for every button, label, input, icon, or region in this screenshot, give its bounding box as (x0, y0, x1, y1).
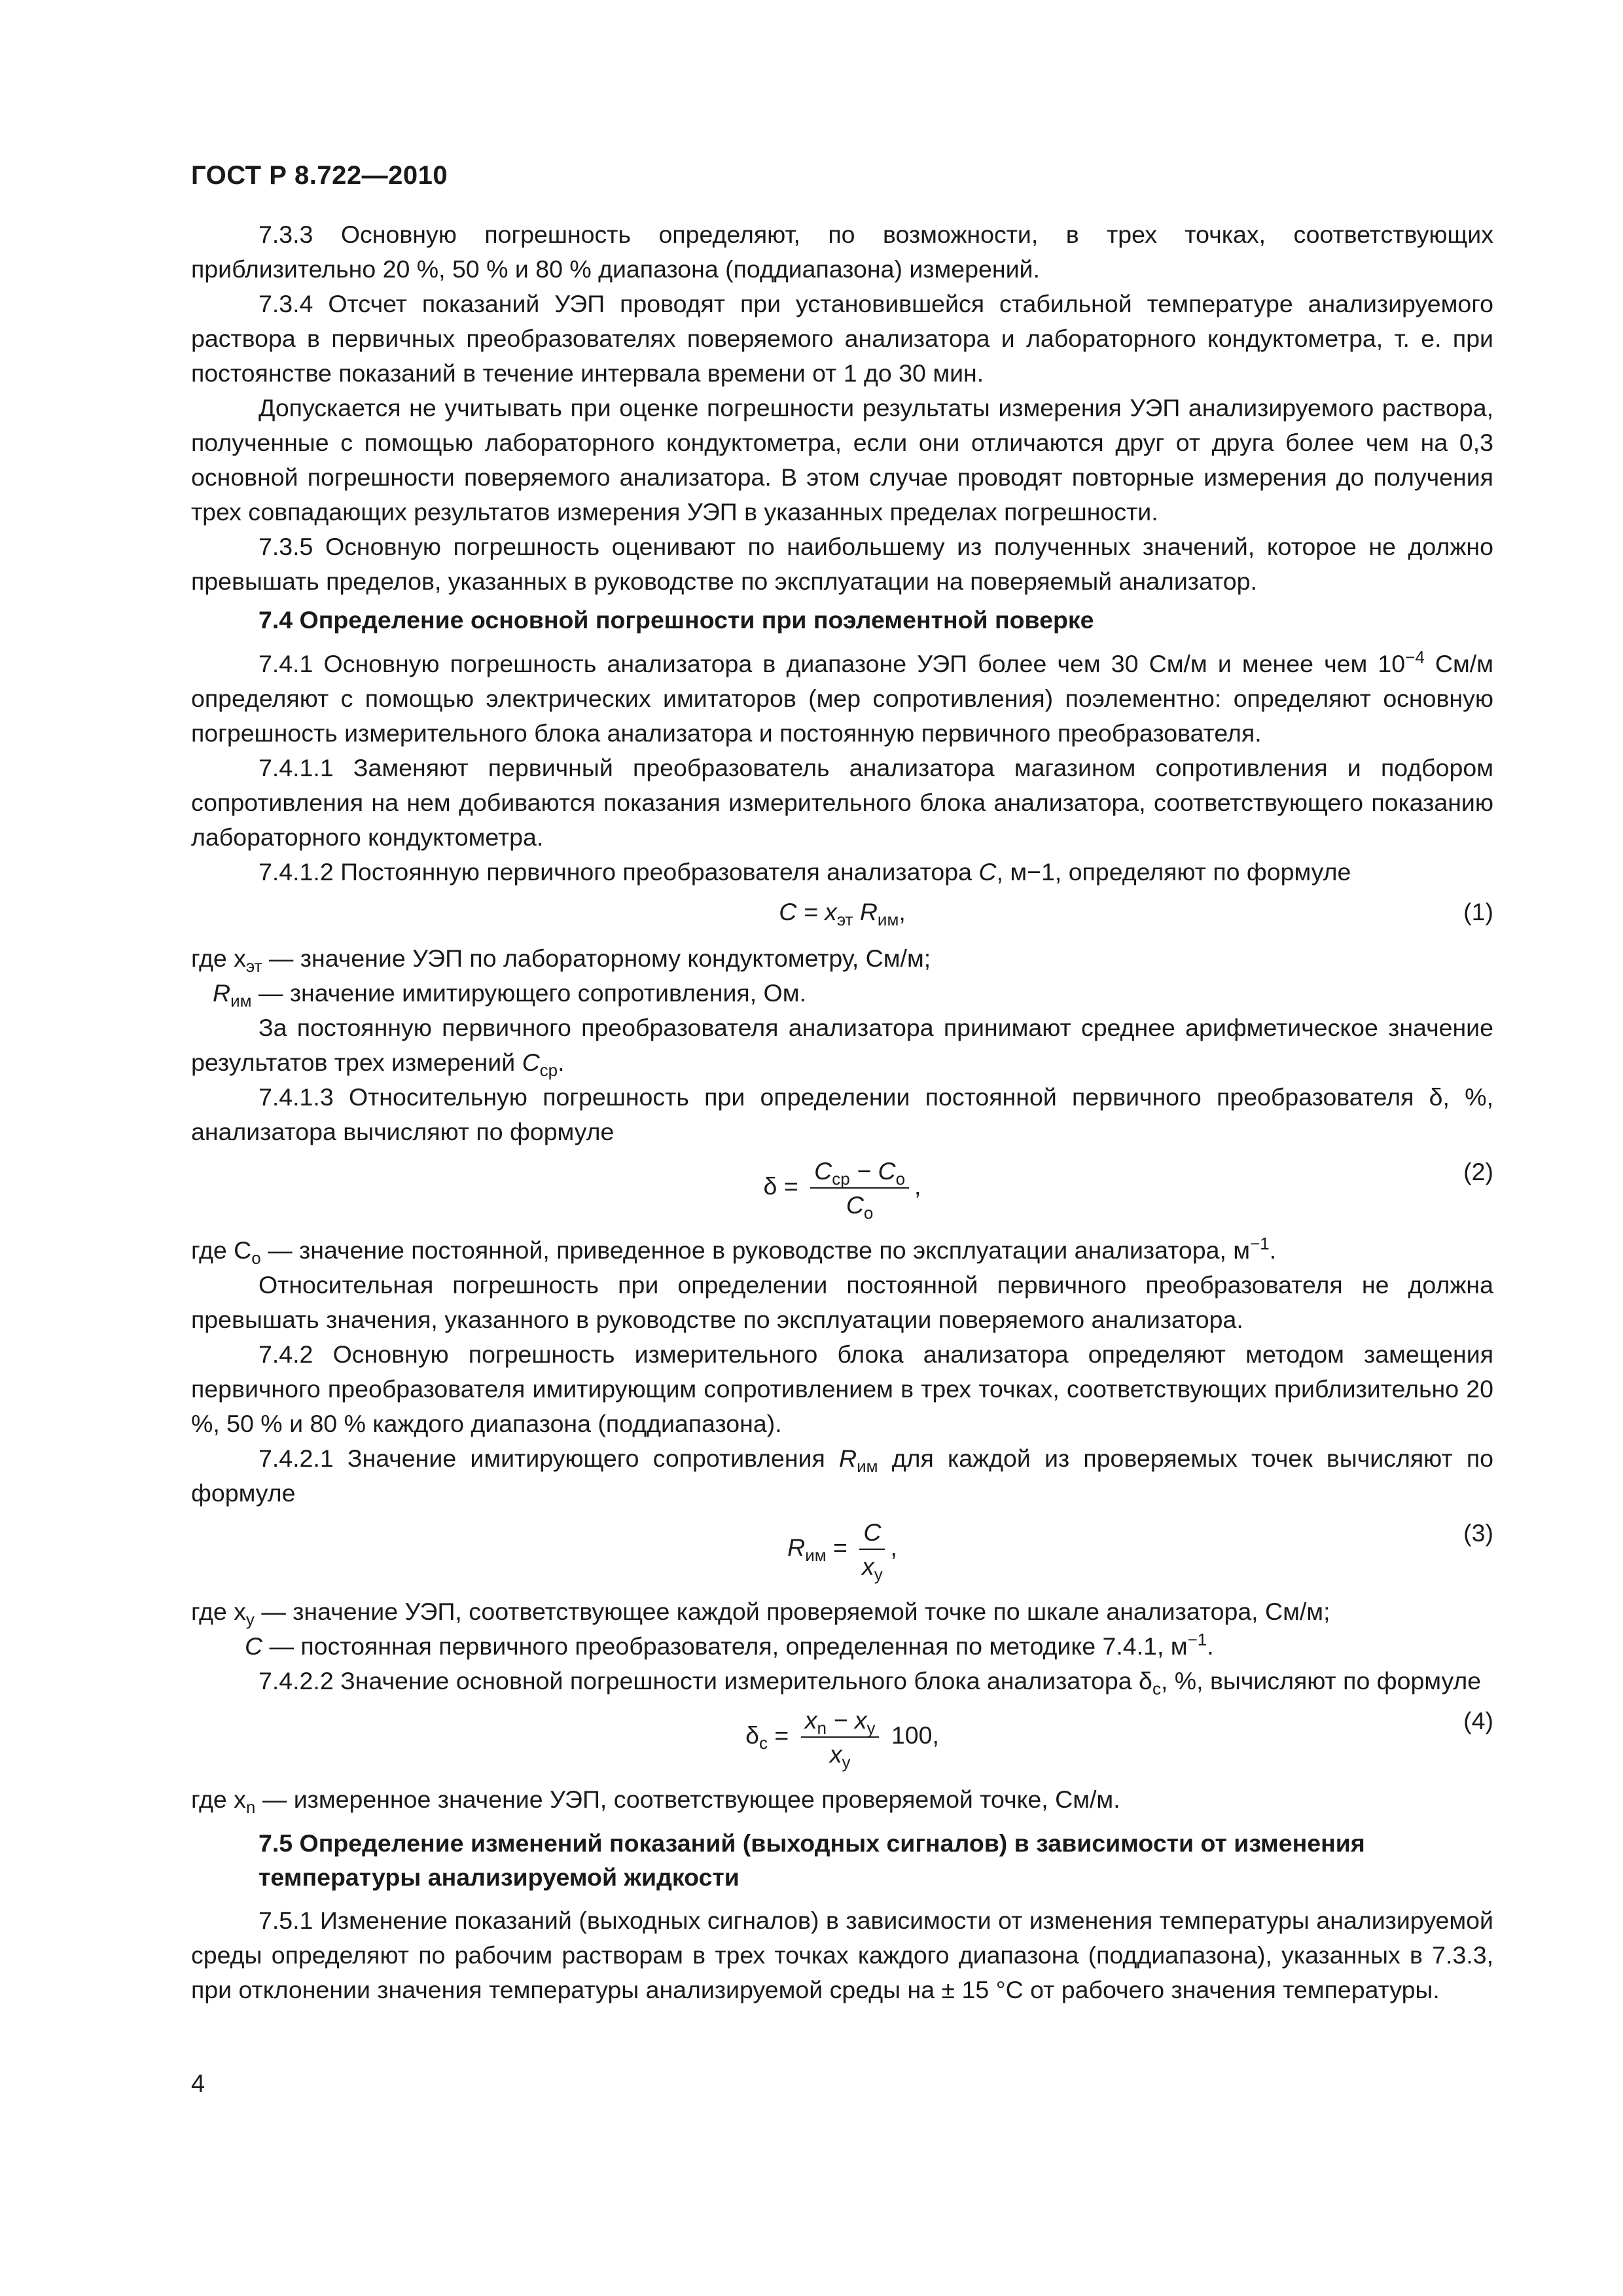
subscript: о (895, 1169, 906, 1189)
subscript: y (874, 1564, 883, 1584)
subscript: c (1152, 1679, 1161, 1698)
formula-4 (191, 1704, 1493, 1770)
section-heading-7-4: 7.4 Определение основной погрешности при поэлементной поверке (259, 606, 1094, 634)
formula-number: (1) (1463, 898, 1493, 925)
formula-part: R (787, 1533, 806, 1561)
document-body (191, 217, 1493, 2007)
subscript: эт (245, 956, 262, 976)
superscript: −1 (1250, 1234, 1270, 1253)
formula-part: − C (849, 1157, 896, 1185)
formula-3-expression (191, 1516, 1493, 1583)
subscript: y (866, 1718, 876, 1738)
symbol: C (522, 1049, 540, 1076)
paragraph-7-5-1: 7.5.1 Изменение показаний (выходных сигналов) в зависимости от изменения температуры анализируемой среды определяют по рабочим растворам в трех точках каждого диапазона (поддиапазона), указанных в 7.3.3, при отклонении значения температуры анализируемой среды на ± 15 °С от рабочего значения температуры. (191, 1907, 1493, 2003)
formula-part: x (804, 1706, 817, 1734)
symbol: C (245, 1632, 263, 1660)
text: где x (191, 1785, 246, 1813)
text: . (1207, 1632, 1214, 1660)
subscript: им (877, 910, 899, 929)
subscript: y (842, 1752, 851, 1772)
text: См/м определяют с помощью электрических имитаторов (мер сопротивления) поэлементно: определяют основную погрешность измерительного блока анализатора и постоянную первичного преобразователя. (191, 650, 1493, 747)
formula-part: x (829, 1740, 842, 1768)
where-line-x-y (191, 1594, 1493, 1629)
denominator (859, 1550, 885, 1583)
numerator (859, 1516, 885, 1550)
where-line-r-im (191, 976, 1493, 1011)
formula-part: , (899, 898, 906, 925)
text: — постоянная первичного преобразователя, определенная по методике 7.4.1, м (262, 1632, 1188, 1660)
symbol: R (839, 1444, 857, 1472)
formula-2 (191, 1155, 1493, 1221)
formula-part: R (853, 898, 878, 925)
where-line-c-o (191, 1233, 1493, 1268)
paragraph-7-3-4: 7.3.4 Отсчет показаний УЭП проводят при установившейся стабильной температуре анализируемого раствора в первичных преобразователях поверяемого анализатора и лабораторного кондуктометра, т. е. при постоянстве показаний в течение интервала времени от 1 до 30 мин. (191, 290, 1493, 387)
subscript: n (817, 1718, 827, 1738)
text: 7.4.1.2 Постоянную первичного преобразователя анализатора (259, 858, 979, 886)
subscript: о (251, 1248, 261, 1268)
paragraph-average (191, 1011, 1493, 1080)
subscript: о (863, 1203, 874, 1223)
paragraph-7-4-1-2 (191, 855, 1493, 889)
text: где x (191, 944, 246, 972)
paragraph-7-4-1-1: 7.4.1.1 Заменяют первичный преобразователь анализатора магазином сопротивления и подбором сопротивления на нем добиваются показания измерительного блока анализатора, соответствующего показанию лабораторного кондуктометра. (191, 754, 1493, 851)
paragraph-7-4-2-2 (191, 1664, 1493, 1698)
superscript: −1 (1187, 1630, 1207, 1649)
text: — измеренное значение УЭП, соответствующее проверяемой точке, См/м. (255, 1785, 1120, 1813)
denominator (801, 1738, 880, 1770)
symbol: R (213, 979, 231, 1007)
paragraph-7-3-4-note: Допускается не учитывать при оценке погрешности результаты измерения УЭП анализируемого раствора, полученные с помощью лабораторного кондуктометра, если они отличаются друг от друга более чем на 0,3 основной погрешности поверяемого анализатора. В этом случае проводят повторные измерения до получения трех совпадающих результатов измерения УЭП в указанных пределах погрешности. (191, 394, 1493, 526)
formula-3 (191, 1516, 1493, 1583)
subscript: им (805, 1545, 827, 1565)
formula-2-expression (191, 1155, 1493, 1221)
text: для каждой из проверяемых точек вычисляют по формуле (191, 1444, 1493, 1507)
document-header: ГОСТ Р 8.722—2010 (191, 161, 448, 190)
formula-part: − x (826, 1706, 867, 1734)
paragraph-7-4-1-3: 7.4.1.3 Относительную погрешность при определении постоянной первичного преобразователя δ, %, анализатора вычисляют по формуле (191, 1083, 1493, 1145)
numerator (810, 1155, 909, 1189)
paragraph-7-4-1 (191, 647, 1493, 751)
formula-4-expression (191, 1704, 1493, 1770)
text: где C (191, 1236, 252, 1264)
paragraph-relative-error: Относительная погрешность при определении постоянной первичного преобразователя не должна превышать значения, указанного в руководстве по эксплуатации поверяемого анализатора. (191, 1271, 1493, 1333)
formula-part: = (826, 1533, 847, 1561)
subscript: эт (836, 910, 853, 929)
paragraph-7-3-5: 7.3.5 Основную погрешность оценивают по наибольшему из полученных значений, которое не должно превышать пределов, указанных в руководстве по эксплуатации на поверяемый анализатор. (191, 533, 1493, 595)
where-line-x-n (191, 1782, 1493, 1817)
formula-part: δ = (763, 1172, 798, 1200)
denominator (810, 1189, 909, 1221)
text: 7.4.1 Основную погрешность анализатора в диапазоне УЭП более чем 30 См/м и менее чем 10 (259, 650, 1406, 677)
page-number: 4 (191, 2070, 205, 2098)
subscript: им (857, 1456, 878, 1476)
symbol: C (978, 858, 997, 886)
text: 7.4.2.2 Значение основной погрешности измерительного блока анализатора δ (259, 1667, 1152, 1695)
text: За постоянную первичного преобразователя анализатора принимают среднее арифметическое значение результатов трех измерений (191, 1014, 1493, 1076)
fraction (810, 1155, 909, 1221)
where-line-x-et (191, 941, 1493, 976)
formula-part: , (890, 1533, 897, 1561)
paragraph-7-4-2: 7.4.2 Основную погрешность измерительного блока анализатора определяют методом замещения первичного преобразователя имитирующим сопротивлением в трех точках, соответствующих приблизительно 20 %, 50 % и 80 % каждого диапазона (поддиапазона). (191, 1340, 1493, 1437)
formula-number: (4) (1463, 1707, 1493, 1734)
formula-part: 100, (884, 1721, 939, 1749)
formula-part: = (768, 1721, 789, 1749)
section-heading-7-5: 7.5 Определение изменений показаний (выходных сигналов) в зависимости от изменения температуры анализируемой жидкости (259, 1829, 1365, 1891)
where-line-c (191, 1629, 1493, 1664)
formula-part: C (814, 1157, 832, 1185)
subscript: ср (539, 1060, 558, 1080)
subscript: им (230, 991, 252, 1011)
fraction (801, 1704, 880, 1770)
text: . (1269, 1236, 1277, 1264)
superscript: −4 (1405, 647, 1425, 667)
text: где x (191, 1598, 246, 1625)
text: . (558, 1049, 565, 1076)
fraction (859, 1516, 885, 1583)
subscript: ср (832, 1169, 850, 1189)
paragraph-7-4-2-1 (191, 1441, 1493, 1511)
formula-part: x (862, 1552, 874, 1580)
formula-number: (2) (1463, 1158, 1493, 1185)
formula-1 (191, 895, 1493, 929)
text: , %, вычисляют по формуле (1160, 1667, 1482, 1695)
text: — значение УЭП, соответствующее каждой проверяемой точке по шкале анализатора, См/м; (254, 1598, 1330, 1625)
formula-part: , (914, 1172, 921, 1200)
subscript: n (245, 1797, 256, 1817)
text: , м−1, определяют по формуле (996, 858, 1351, 886)
formula-part: C (863, 1518, 882, 1546)
subscript: y (245, 1609, 255, 1629)
formula-1-expression (191, 895, 1493, 929)
text: — значение имитирующего сопротивления, Ом. (251, 979, 806, 1007)
text: — значение УЭП по лабораторному кондуктометру, См/м; (262, 944, 931, 972)
subscript: c (759, 1732, 768, 1753)
formula-part: C (846, 1191, 864, 1219)
text: 7.4.2.1 Значение имитирующего сопротивления (259, 1444, 840, 1472)
paragraph-7-3-3: 7.3.3 Основную погрешность определяют, по возможности, в трех точках, соответствующих приблизительно 20 %, 50 % и 80 % диапазона (поддиапазона) измерений. (191, 221, 1493, 283)
formula-part: δ (745, 1721, 759, 1749)
formula-part: C = x (779, 898, 837, 925)
text: — значение постоянной, приведенное в руководстве по эксплуатации анализатора, м (260, 1236, 1251, 1264)
numerator (801, 1704, 880, 1738)
formula-number: (3) (1463, 1519, 1493, 1547)
